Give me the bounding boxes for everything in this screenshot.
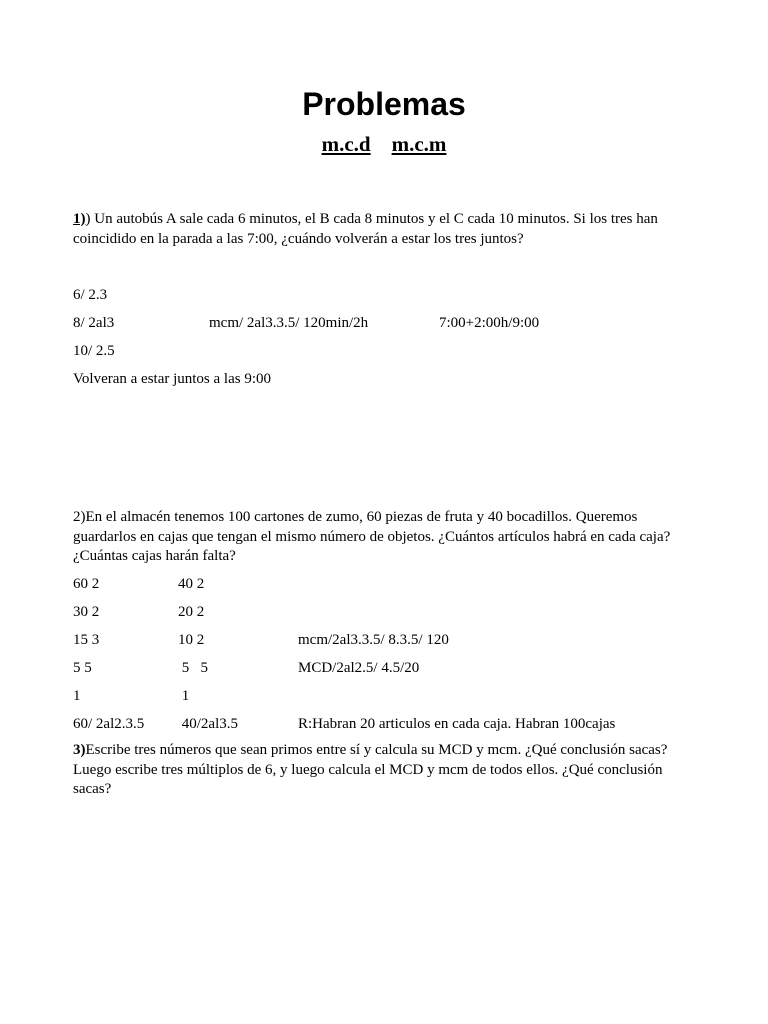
subtitle-mcd: m.c.d: [321, 132, 371, 156]
problem-2-row-2-col-b: 20 2: [178, 604, 205, 620]
problem-2-row-6-col-b: 40/2al3.5: [178, 716, 238, 732]
problem-2-statement: 2)En el almacén tenemos 100 cartones de zumo, 60 piezas de fruta y 40 bocadillos. Queremos guardarlos en cajas que tengan el mismo número de objetos. ¿Cuántos artículos habrá en cada caja? ¿Cuántas cajas harán falta?: [73, 509, 671, 564]
problem-1-answer: Volveran a estar juntos a las 9:00: [73, 371, 272, 387]
problem-2-row-4-col-a: 5 5: [73, 660, 92, 676]
page-title: Problemas: [302, 86, 466, 122]
problem-2-answer: R:Habran 20 articulos en cada caja. Habran 100cajas: [298, 716, 616, 732]
problem-2-row-5-col-b: 1: [178, 688, 190, 704]
problem-3-text: Escribe tres números que sean primos entre sí y calcula su MCD y mcm. ¿Qué conclusión sacas? Luego escribe tres múltiplos de 6, y luego calcula el MCD y mcm de todos ellos. ¿Qué conclusión sacas?: [73, 742, 668, 797]
problem-2-row-5-col-a: 1: [73, 688, 81, 704]
problem-2-mcm: mcm/2al3.3.5/ 8.3.5/ 120: [298, 632, 449, 648]
problem-1-number: 1): [73, 211, 86, 227]
problem-1-work-line-3: 10/ 2.5: [73, 343, 115, 359]
problem-1-mcm: mcm/ 2al3.3.5/ 120min/2h: [209, 315, 369, 331]
problem-2-row-6-col-a: 60/ 2al2.3.5: [73, 716, 145, 732]
problem-2-mcd: MCD/2al2.5/ 4.5/20: [298, 660, 420, 676]
problem-2-row-2-col-a: 30 2: [73, 604, 100, 620]
page-subtitle: [0, 131, 768, 157]
problem-2-row-1-col-a: 60 2: [73, 576, 100, 592]
problem-2-row-3-col-a: 15 3: [73, 632, 100, 648]
problem-1-work-line-1: 6/ 2.3: [73, 287, 108, 303]
problem-2-row-4-col-b: 5 5: [178, 660, 208, 676]
problem-1-text: ) Un autobús A sale cada 6 minutos, el B cada 8 minutos y el C cada 10 minutos. Si los tres han coincidido en la parada a las 7:00, ¿cuándo volverán a estar los tres juntos?: [73, 211, 658, 247]
problem-3-number: 3): [73, 742, 86, 758]
problem-1-statement: [73, 210, 698, 249]
problem-1-work-line-2: 8/ 2al3: [73, 315, 115, 331]
subtitle-mcm: m.c.m: [391, 132, 447, 156]
problem-2-row-1-col-b: 40 2: [178, 576, 205, 592]
problem-3-statement: [73, 741, 698, 800]
problem-1-time: 7:00+2:00h/9:00: [439, 315, 540, 331]
problem-2-row-3-col-b: 10 2: [178, 632, 205, 648]
